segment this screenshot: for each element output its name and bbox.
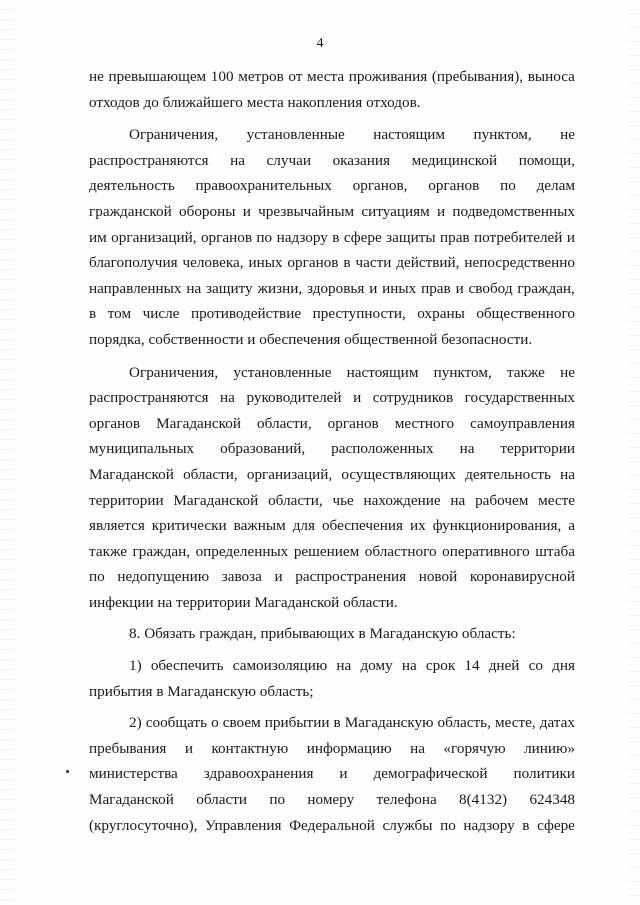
text-line: территории Магаданской области, чье нахождение на рабочем месте <box>89 491 575 509</box>
text-line: Магаданской области, организаций, осуществляющих деятельность на <box>89 465 575 483</box>
text-line: Ограничения, установленные настоящим пунктом, также не <box>129 363 575 381</box>
text-line: является критически важным для обеспечения их функционирования, а <box>89 517 575 535</box>
text-line: не превышающем 100 метров от места проживания (пребывания), выноса <box>89 68 575 85</box>
text-line: благополучия человека, иных органов в части действий, непосредственно <box>89 254 575 272</box>
document-body <box>89 64 575 838</box>
page-number: 4 <box>316 36 324 51</box>
text-line: 1) обеспечить самоизоляцию на дому на срок 14 дней со дня <box>129 657 575 675</box>
text-line: также граждан, определенных решением областного оперативного штаба <box>89 542 575 560</box>
text-line: Ограничения, установленные настоящим пунктом, не <box>129 126 575 144</box>
text-line: направленных на защиту жизни, здоровья и иных прав и свобод граждан, <box>89 279 575 297</box>
text-line: инфекции на территории Магаданской области. <box>89 593 398 611</box>
text-line: порядка, собственности и обеспечения общественной безопасности. <box>89 330 533 348</box>
scan-edge-right <box>628 0 640 905</box>
text-line: органов Магаданской области, органов местного самоуправления <box>89 414 575 432</box>
text-line: деятельность правоохранительных органов, органов по делам <box>89 177 575 195</box>
text-line: муниципальных образований, расположенных на территории <box>89 440 575 458</box>
text-line: гражданской обороны и чрезвычайным ситуациям и подведомственных <box>89 202 575 220</box>
paragraph-6 <box>89 710 575 838</box>
text-line: распространяются на руководителей и сотрудников государственных <box>89 389 575 407</box>
paragraph-2 <box>89 122 575 352</box>
text-line: 2) сообщать о своем прибытии в Магаданскую область, месте, датах <box>129 714 575 732</box>
scan-edge-left <box>0 0 14 905</box>
text-line: по недопущению завоза и распространения новой коронавирусной <box>89 568 575 586</box>
paragraph-1 <box>89 64 575 115</box>
text-line: распространяются на случаи оказания медицинской помощи, <box>89 151 575 169</box>
text-line: в том числе противодействие преступности, охраны общественного <box>89 305 575 323</box>
paragraph-3 <box>89 360 575 616</box>
text-line: 8. Обязать граждан, прибывающих в Магаданскую область: <box>129 625 516 643</box>
text-line: Магаданской области по номеру телефона 8(4132) 624348 <box>89 791 575 809</box>
text-line: отходов до ближайшего места накопления отходов. <box>89 93 421 111</box>
text-line: министерства здравоохранения и демографической политики <box>89 765 575 783</box>
text-line: прибытия в Магаданскую область; <box>89 682 314 700</box>
text-line: им организаций, органов по надзору в сфере защиты прав потребителей и <box>89 228 575 246</box>
scan-speck <box>66 770 69 773</box>
text-line: пребывания и контактную информацию на «горячую линию» <box>89 739 575 757</box>
text-line: (круглосуточно), Управления Федеральной службы по надзору в сфере <box>89 816 575 834</box>
paragraph-4 <box>89 621 575 647</box>
paragraph-5 <box>89 653 575 704</box>
